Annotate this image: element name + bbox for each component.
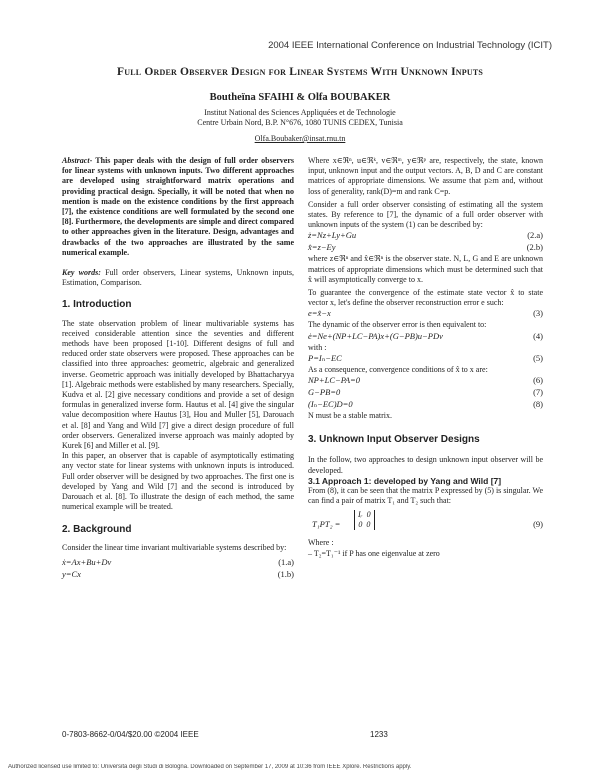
matrix-cell-12: 0: [366, 510, 371, 520]
affiliation-address: Centre Urbain Nord, B.P. N°676, 1080 TUNIS CEDEX, Tunisia: [197, 118, 403, 127]
footer-isbn: 0-7803-8662-0/04/$20.00 ©2004 IEEE: [62, 730, 199, 739]
authors: Boutheïna SFAIHI & Olfa BOUBAKER: [209, 92, 391, 103]
observer-paragraph: Consider a full order observer consisting of estimating all the system states. By reference to [7], the dynamic of a full order observer with unknown inputs of the system (1) can be described by:: [308, 199, 543, 230]
error-dynamic-paragraph: The dynamic of the observer error is then equivalent to:: [308, 320, 487, 330]
equation-7-number: (7): [533, 387, 543, 398]
equation-4: [308, 331, 543, 343]
equation-9: [308, 510, 543, 538]
subsection-3-1-heading: 3.1 Approach 1: developed by Yang and Wild [7]: [308, 475, 502, 486]
matrix-cell-11: Iᵣ: [358, 510, 363, 520]
keywords: [62, 268, 294, 288]
unknown-matrices-paragraph: where z∈ℜⁿ and x̂∈ℜⁿ is the observer state. N, L, G and E are unknown matrices of appropriate dimensions which must be determined such that x̂ will asymptotically converge to x.: [308, 254, 543, 284]
bullet-item-1: – T₂=T₁⁻¹ if P has one eigenvalue at zero: [308, 548, 440, 558]
section-1-heading: 1. Introduction: [62, 299, 132, 311]
intro-paragraph-2: In this paper, an observer that is capable of asymptotically estimating any vector state for linear systems with unknown inputs is introduced. Full order observer will be designed by two approaches. The first one is developed by Yang and Wild [7] and the second is introduced by Darouach et al. [8]. To illustrate the design of each method, the same numerical example will be treated.: [62, 451, 294, 512]
equation-8-number: (8): [533, 399, 543, 410]
where-label: Where :: [308, 538, 334, 548]
intro-paragraph-1: The state observation problem of linear multivariable systems has received considerable attention since the seventies and different methods have been proposed [1-10]. Different designs of full and reduced order state observers were proposed. These approaches can be classified into three approaches: geometric, algebraic and generalized inverse. Geometric approach was initially developed by Bhattacharyya [1]. Algebraic methods were established by many researchers. Specially, Kudva et al. [2] give necessary conditions and provide a set of design formulas in generalized inverse form. Hautus et al. [4] give the singular value decomposition where Hautus [3], Hou and Muller [5], Darouach et al. [8] and Yang and Wild [7] give a direct design procedure of full order observers. Generalized inverse approach was mainly adopted by Kurek [6] and Miller et al. [9].: [62, 318, 294, 451]
author-email[interactable]: Olfa.Boubaker@insat.rnu.tn: [254, 134, 346, 143]
abstract-text: - This paper deals with the design of full order observers for linear systems with unknown inputs. Two different approaches are developed using straightforward matrix operations and providing practical design. Specially, it will be noted that when no mention is made on the existence conditions by the first approach [7], the existence conditions are well formulated by the second one [8]. Furthermore, the developments are simple and direct compared to other approaches given in the literature. Design, advantages and drawbacks of the two approaches are illustrated by the same numerical example.: [62, 156, 294, 257]
equation-7-body: G−PB=0: [308, 387, 341, 398]
keywords-text: Full order observers, Linear systems, Unknown inputs, Estimation, Comparison.: [62, 268, 294, 288]
equation-2a-body: ż=Nz+Ly+Gu: [308, 230, 357, 241]
equation-6: [308, 375, 543, 387]
equation-4-body: ė=Ne+(NP+LC−PA)x+(G−PB)u−PDv: [308, 330, 443, 341]
equation-5: [308, 353, 543, 365]
equation-5-number: (5): [533, 352, 543, 363]
equation-1b: [62, 569, 294, 581]
equation-3-number: (3): [533, 308, 543, 319]
equation-2b-number: (2.b): [526, 242, 543, 253]
equation-8-body: (Iₙ−EC)D=0: [308, 399, 353, 410]
section-3-intro: In the follow, two approaches to design unknown input observer will be developed.: [308, 455, 543, 475]
equation-2a-number: (2.a): [527, 230, 543, 241]
with-label: with :: [308, 342, 327, 352]
equation-3-body: e=x̂−x: [308, 308, 331, 319]
left-column: [62, 156, 294, 581]
abstract: [62, 156, 294, 258]
stability-note: N must be a stable matrix.: [308, 411, 392, 421]
conditions-paragraph: As a consequence, convergence conditions of x̂ to x are:: [308, 364, 488, 374]
abstract-label: Abstract: [62, 156, 90, 165]
equation-1a-body: ẋ=Ax+Bu+Dv: [62, 556, 112, 567]
affiliation-institute: Institut National des Sciences Appliquées et de Technologie: [204, 108, 396, 117]
background-paragraph: Consider the linear time invariant multivariable systems described by:: [62, 542, 287, 552]
license-note: Authorized licensed use limited to: Universita degli Studi di Bologna. Downloaded on September 17, 2009 at 10:36 from IEEE Xplore. Restrictions apply.: [8, 764, 412, 770]
approach-1-paragraph: From (8), it can be seen that the matrix P expressed by (5) is singular. We can find a pair of matrix T₁ and T₂ such that:: [308, 486, 543, 506]
equation-9-matrix: [354, 510, 375, 530]
equation-4-number: (4): [533, 330, 543, 341]
equation-3: [308, 308, 543, 320]
equation-9-number: (9): [533, 519, 543, 530]
section-3-heading: 3. Unknown Input Observer Designs: [308, 434, 480, 446]
equation-2b-body: x̂=z−Ey: [308, 242, 336, 253]
matrix-cell-21: 0: [358, 520, 363, 530]
equation-6-body: NP+LC−PA=0: [308, 375, 361, 386]
equation-6-number: (6): [533, 375, 543, 386]
page-number: 1233: [370, 730, 388, 739]
equation-5-body: P=Iₙ−EC: [308, 352, 342, 363]
equation-1b-body: y=Cx: [62, 568, 81, 579]
equation-1a-number: (1.a): [278, 556, 294, 567]
section-2-heading: 2. Background: [62, 523, 132, 535]
keywords-label: Key words:: [62, 268, 101, 278]
equation-2a: [308, 230, 543, 242]
equation-7: [308, 387, 543, 399]
matrix-cell-22: 0: [366, 520, 371, 530]
equation-1a: [62, 557, 294, 569]
paper-title: Full Order Observer Design for Linear Systems With Unknown Inputs: [117, 66, 483, 78]
right-column: [308, 156, 543, 559]
equation-1b-number: (1.b): [277, 568, 294, 579]
equation-2b: [308, 242, 543, 254]
conference-header: 2004 IEEE International Conference on Industrial Technology (ICIT): [268, 40, 552, 51]
equation-8: [308, 399, 543, 411]
convergence-paragraph: To guarantee the convergence of the estimate state vector x̂ to state vector x, let's define the observer reconstruction error e such:: [308, 288, 543, 308]
equation-9-lhs: T₁PT₂ =: [312, 519, 341, 530]
variables-paragraph: Where x∈ℜⁿ, u∈ℜᵏ, v∈ℜᵐ, y∈ℜᵖ are, respectively, the state, known input, unknown input and the output vectors. A, B, D and C are constant matrices of appropriate dimensions. We assume that p≥m and, without loss of generality, rank(D)=m and rank C=p.: [308, 156, 543, 196]
